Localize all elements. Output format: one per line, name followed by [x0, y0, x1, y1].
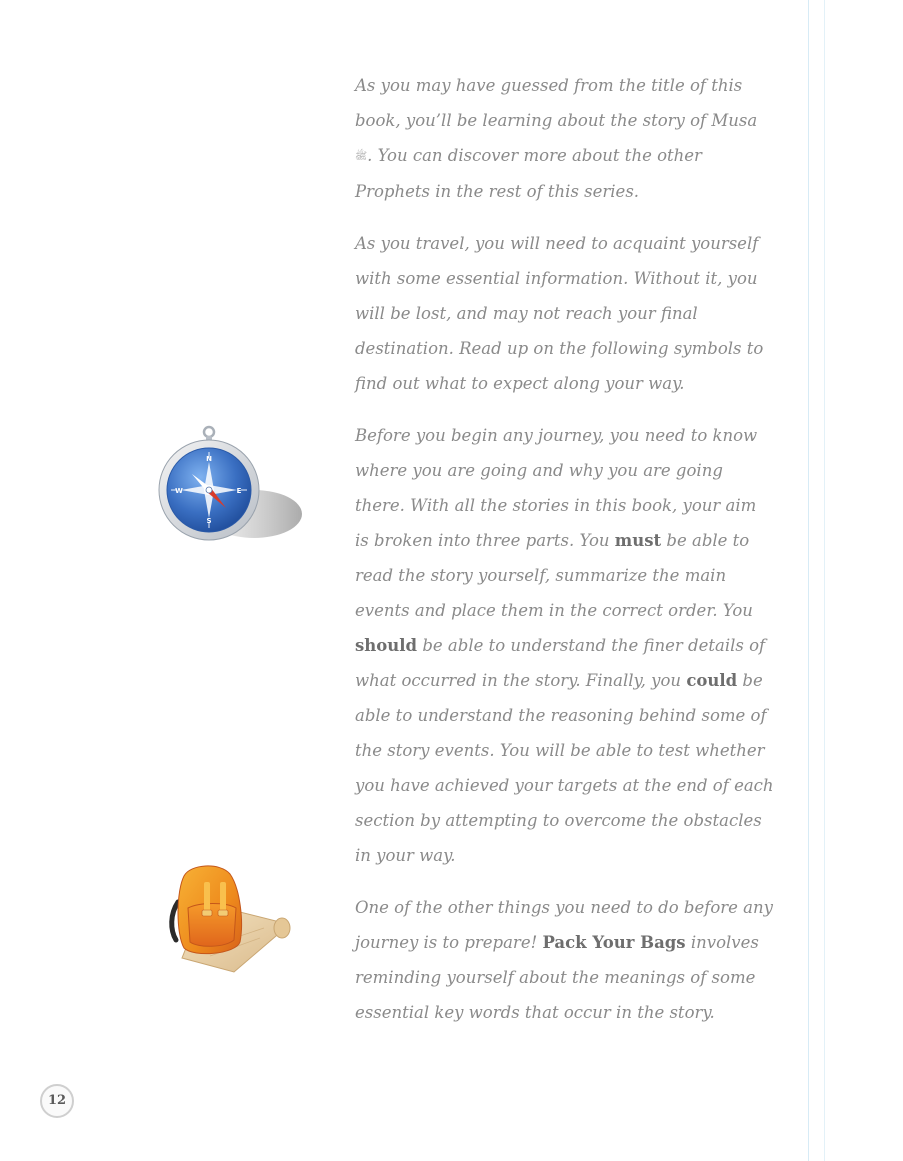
paragraph-pack-your-bags: [355, 890, 775, 1030]
compass-icon: [152, 422, 307, 544]
compass-north-label: N: [206, 455, 212, 463]
compass-south-label: S: [206, 517, 212, 525]
text-run: involves reminding yourself about the meanings of some essential key words that occur in the story.: [355, 933, 759, 1022]
text-run: One of the other things you need to do before any journey is to prepare!: [355, 898, 773, 952]
compass-east-label: E: [236, 487, 242, 495]
bold-keyword: should: [355, 636, 418, 655]
backpack-map-icon: [164, 862, 296, 980]
text-run: Before you begin any journey, you need to know where you are going and why you are going there. With all the stories in this book, your aim is broken into three parts. You: [355, 426, 758, 550]
paragraph-travel: [355, 226, 775, 401]
paragraph-intro: [355, 68, 775, 209]
bold-keyword: must: [614, 531, 662, 550]
body-text: [355, 68, 775, 1030]
page-edge-line: [808, 0, 809, 1161]
text-run: be able to understand the finer details of what occurred in the story. Finally, you: [355, 636, 766, 690]
page-edge-line: [824, 0, 825, 1161]
bold-keyword: could: [686, 671, 738, 690]
bold-keyword: Pack Your Bags: [542, 933, 686, 952]
compass-west-label: W: [175, 487, 183, 495]
page-number: 12: [40, 1084, 74, 1118]
text-run: be able to read the story yourself, summarize the main events and place them in the correct order. You: [355, 531, 753, 620]
text-run: be able to understand the reasoning behind some of the story events. You will be able to test whether you have achieved your targets at the end of each section by attempting to overcome the obstacles in your way.: [355, 671, 774, 865]
paragraph-journey-aims: [355, 418, 775, 873]
honorific-symbol: ﷺ: [355, 151, 368, 162]
text-run: As you may have guessed from the title of this book, you’ll be learning about the story of Musa: [355, 76, 758, 130]
text-run: As you travel, you will need to acquaint yourself with some essential information. Without it, you will be lost, and may not reach your final destination. Read up on the following symbols to find out what to expect along your way.: [355, 234, 764, 393]
text-run: . You can discover more about the other Prophets in the rest of this series.: [355, 146, 702, 201]
